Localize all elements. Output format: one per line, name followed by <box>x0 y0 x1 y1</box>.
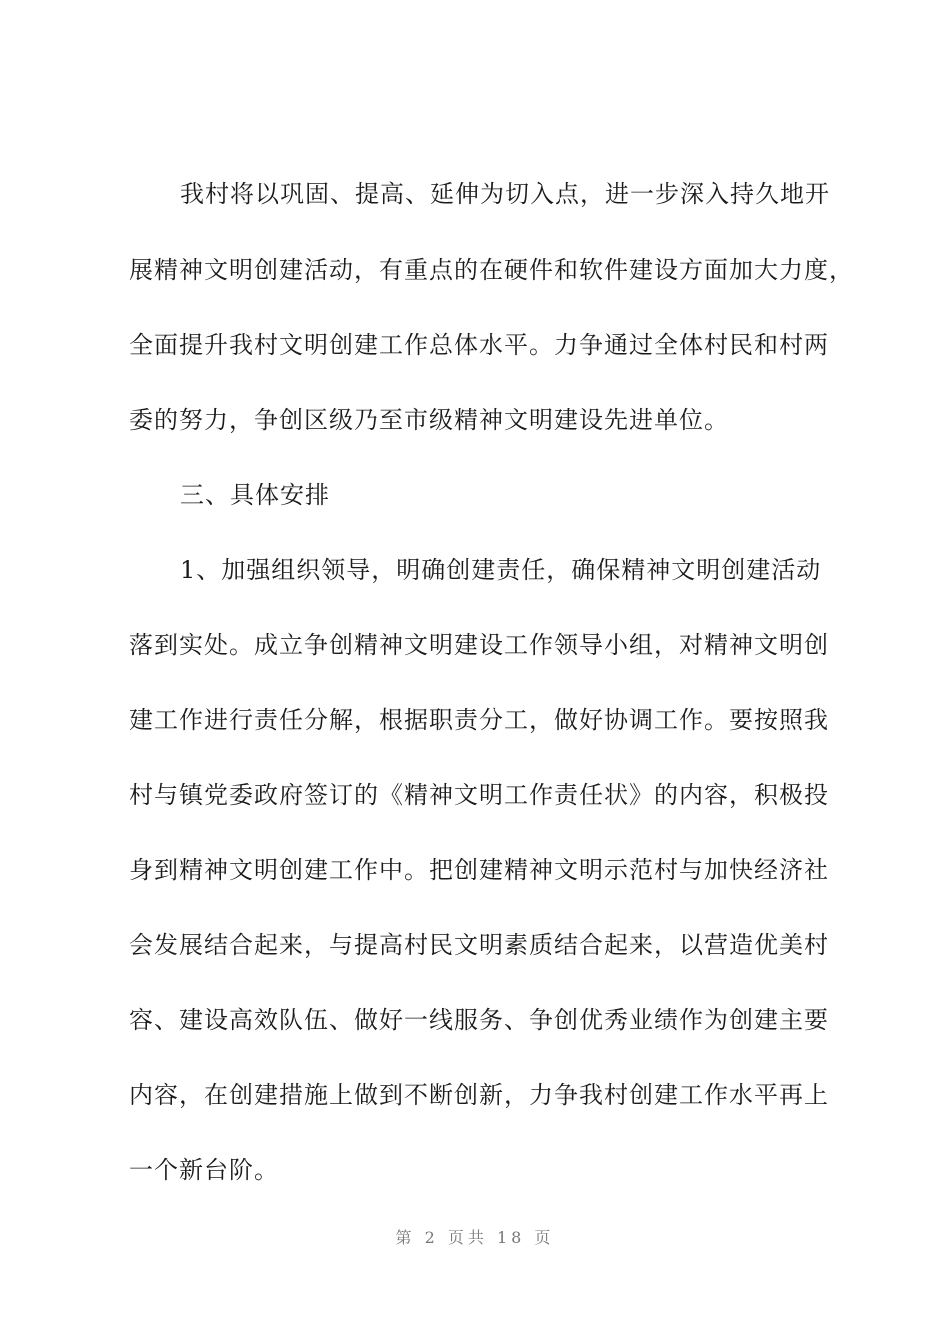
paragraph-line: 全面提升我村文明创建工作总体水平。力争通过全体村民和村两 <box>129 331 829 359</box>
section-heading: 三、具体安排 <box>180 481 330 509</box>
paragraph-line: 村与镇党委政府签订的《精神文明工作责任状》的内容，积极投 <box>129 781 829 809</box>
page-number-footer: 第 2 页共 18 页 <box>395 1228 555 1247</box>
paragraph-line: 容、建设高效队伍、做好一线服务、争创优秀业绩作为创建主要 <box>129 1006 829 1034</box>
paragraph-line: 一个新台阶。 <box>129 1156 279 1184</box>
paragraph-line: 落到实处。成立争创精神文明建设工作领导小组，对精神文明创 <box>129 631 829 659</box>
paragraph-line: 我村将以巩固、提高、延伸为切入点，进一步深入持久地开 <box>180 180 830 208</box>
paragraph-line: 展精神文明创建活动，有重点的在硬件和软件建设方面加大力度， <box>129 256 854 284</box>
paragraph-line: 1、加强组织领导，明确创建责任，确保精神文明创建活动 <box>180 556 822 584</box>
paragraph-line: 身到精神文明创建工作中。把创建精神文明示范村与加快经济社 <box>129 856 829 884</box>
paragraph-line: 建工作进行责任分解，根据职责分工，做好协调工作。要按照我 <box>129 706 829 734</box>
paragraph-line: 会发展结合起来，与提高村民文明素质结合起来，以营造优美村 <box>129 931 829 959</box>
paragraph-line: 内容，在创建措施上做到不断创新，力争我村创建工作水平再上 <box>129 1081 829 1109</box>
paragraph-line: 委的努力，争创区级乃至市级精神文明建设先进单位。 <box>129 406 729 434</box>
